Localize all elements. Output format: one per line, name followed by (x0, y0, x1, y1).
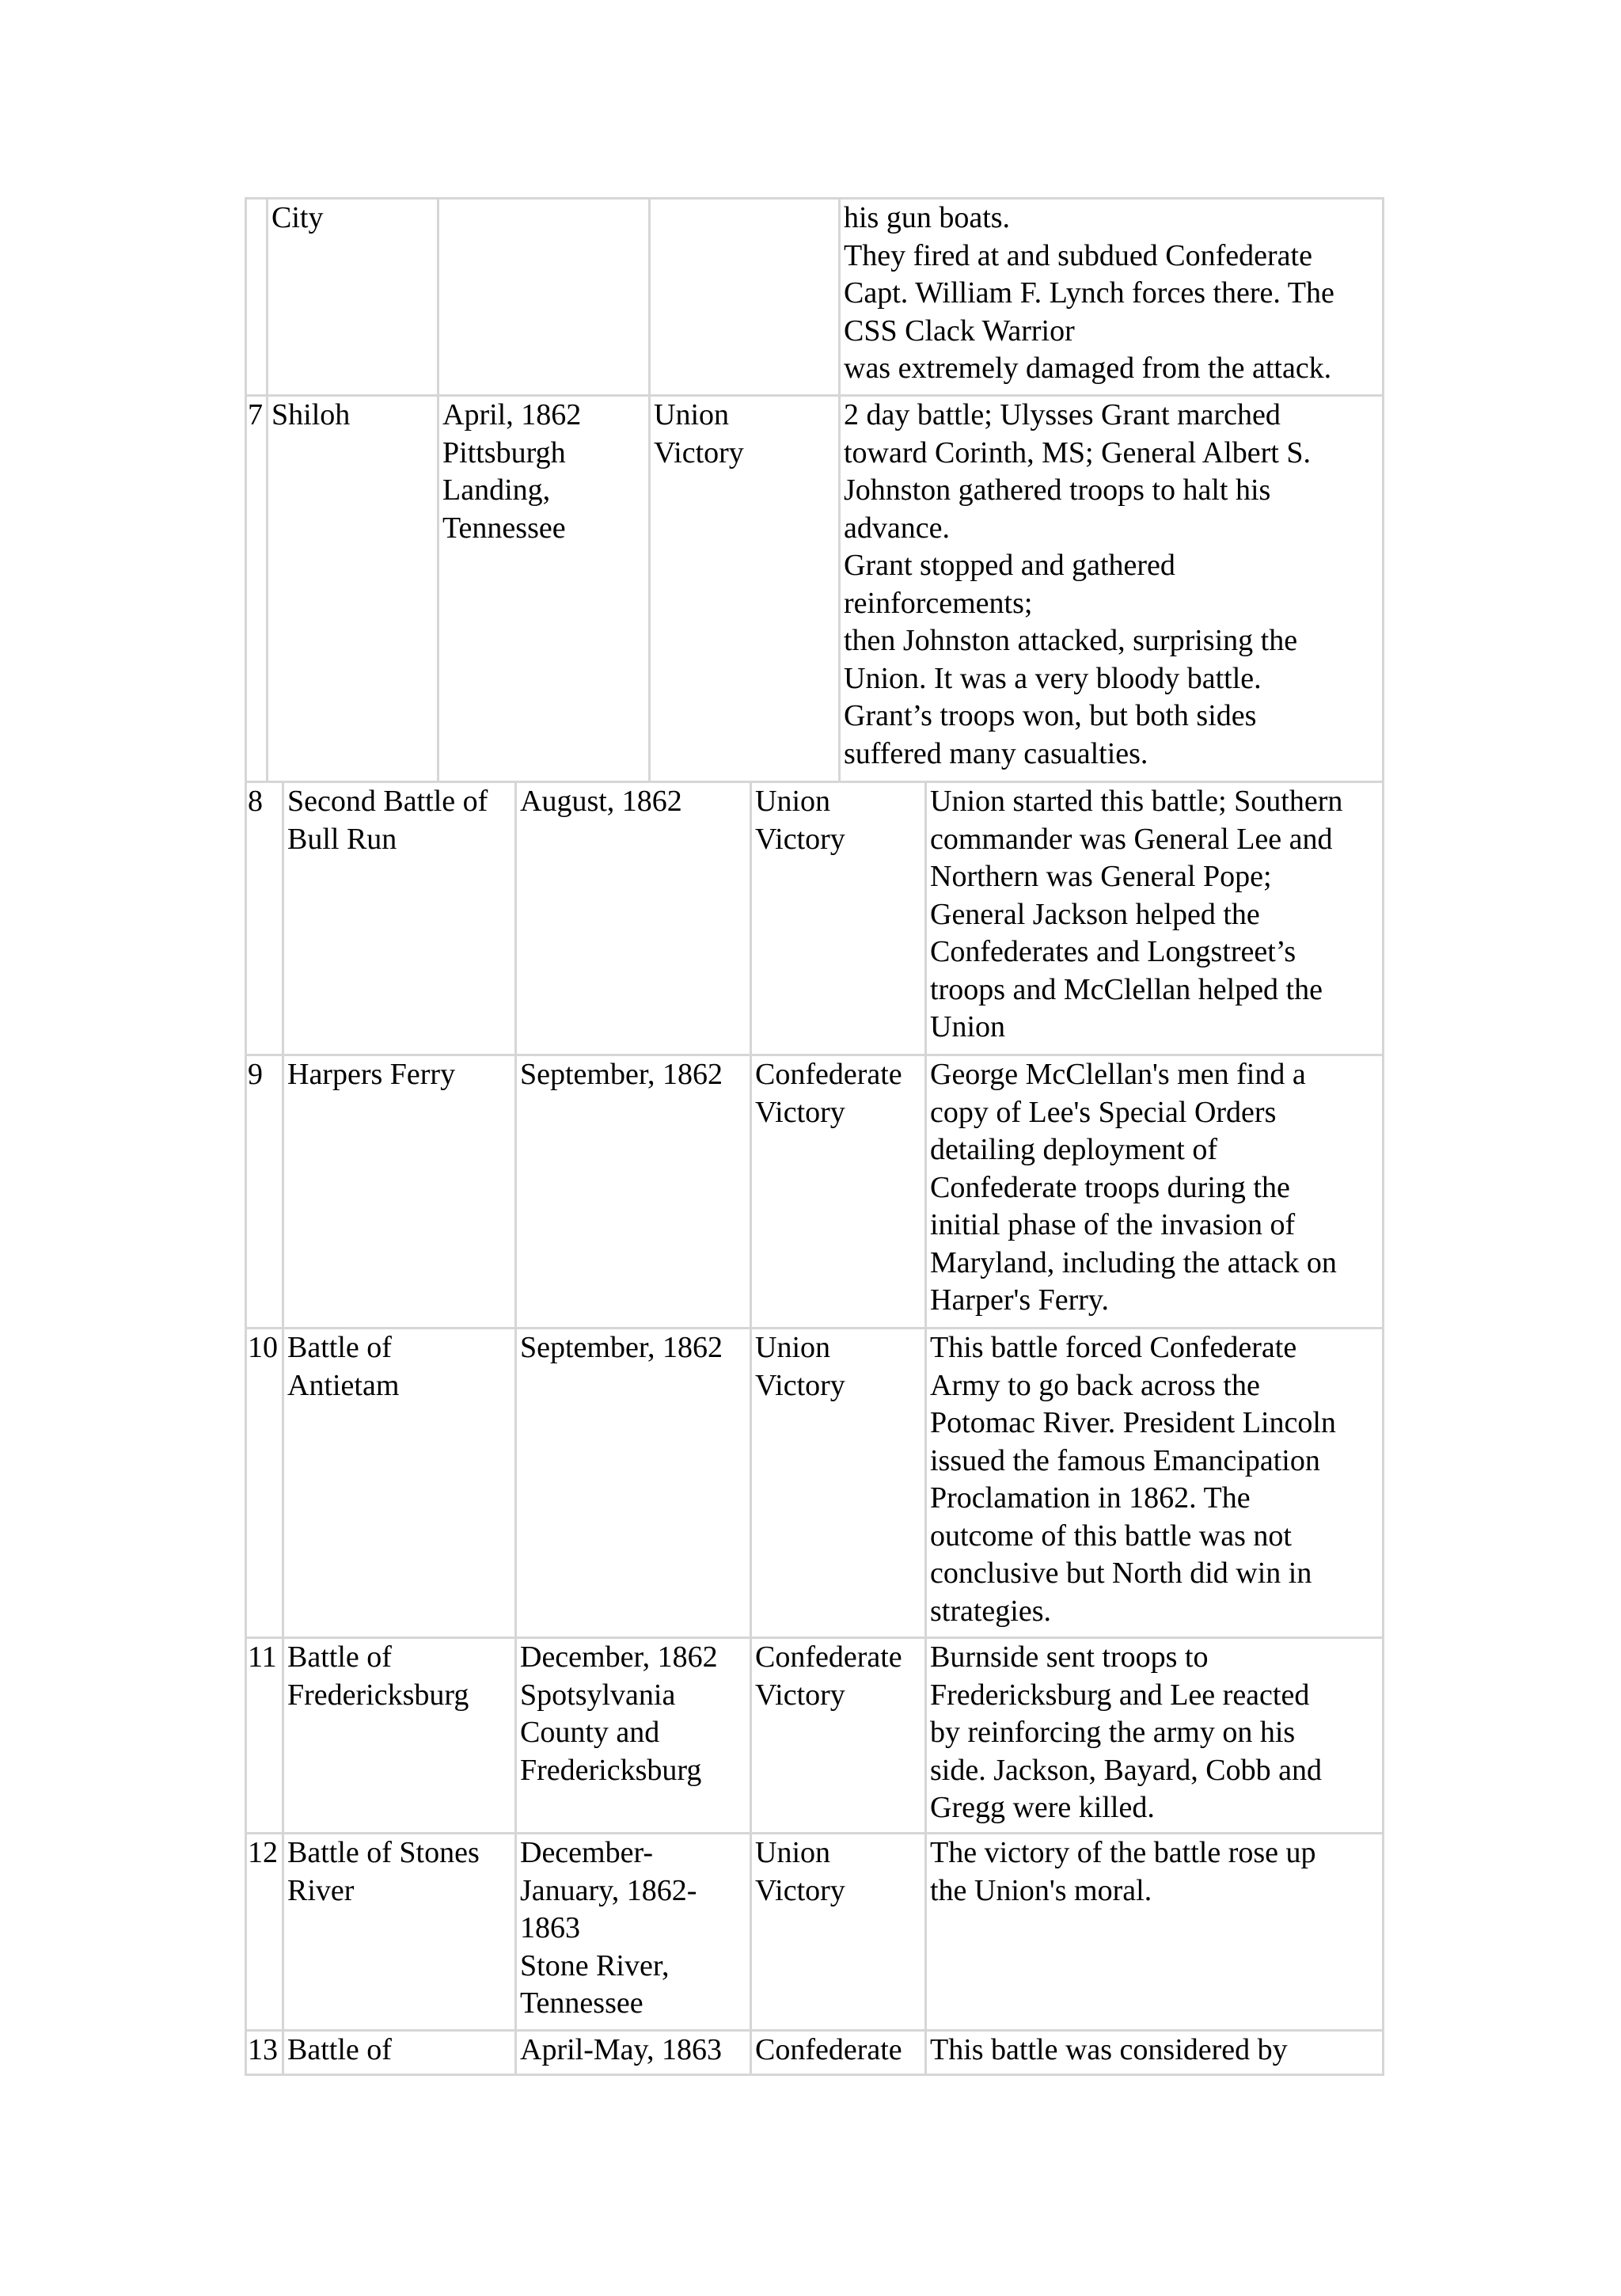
battles-table (245, 781, 1384, 2076)
battle-result: Union Victory (751, 1329, 926, 1638)
battle-notes: This battle was considered by (926, 2031, 1384, 2075)
battle-date-location (438, 199, 650, 396)
table-row (246, 396, 1384, 782)
battle-notes: Union started this battle; Southern commander was General Lee and Northern was General Pope; General Jackson helped the Confederates and Longstreet’s troops and McClellan helped the Union (926, 782, 1384, 1055)
table-row (246, 1834, 1384, 2031)
battle-name: Harpers Ferry (283, 1055, 516, 1329)
battle-date-location: August, 1862 (516, 782, 751, 1055)
battle-result (650, 199, 840, 396)
table-row (246, 199, 1384, 396)
battle-name: Battle of Fredericksburg (283, 1638, 516, 1834)
battle-result: Confederate Victory (751, 1055, 926, 1329)
battle-name: Battle of Stones River (283, 1834, 516, 2031)
row-number: 13 (246, 2031, 283, 2075)
table-row (246, 1329, 1384, 1638)
table-row (246, 1638, 1384, 1834)
row-number: 8 (246, 782, 283, 1055)
battle-date-location: September, 1862 (516, 1329, 751, 1638)
row-number: 12 (246, 1834, 283, 2031)
battle-notes: George McClellan's men find a copy of Lee's Special Orders detailing deployment of Confederate troops during the initial phase of the invasion of Maryland, including the attack on Harper's Ferry. (926, 1055, 1384, 1329)
row-number: 7 (246, 396, 268, 782)
battle-date-location: April, 1862 Pittsburgh Landing, Tennessee (438, 396, 650, 782)
battle-notes: Burnside sent troops to Fredericksburg and Lee reacted by reinforcing the army on his side. Jackson, Bayard, Cobb and Gregg were killed. (926, 1638, 1384, 1834)
row-number: 10 (246, 1329, 283, 1638)
row-number: 9 (246, 1055, 283, 1329)
battle-result: Union Victory (751, 1834, 926, 2031)
row-number (246, 199, 268, 396)
table-row (246, 2031, 1384, 2075)
battle-name: Second Battle of Bull Run (283, 782, 516, 1055)
battle-name: Battle of Antietam (283, 1329, 516, 1638)
battle-name: City (268, 199, 438, 396)
battle-notes: his gun boats. They fired at and subdued Confederate Capt. William F. Lynch forces there. The CSS Clack Warrior was extremely damaged from the attack. (840, 199, 1384, 396)
battle-result: Union Victory (751, 782, 926, 1055)
battle-notes: This battle forced Confederate Army to go back across the Potomac River. President Lincoln issued the famous Emancipation Proclamation in 1862. The outcome of this battle was not conclusive but North did win in strategies. (926, 1329, 1384, 1638)
battle-result: Confederate Victory (751, 1638, 926, 1834)
battle-date-location: December- January, 1862- 1863 Stone River, Tennessee (516, 1834, 751, 2031)
battle-date-location: September, 1862 (516, 1055, 751, 1329)
battle-date-location: December, 1862 Spotsylvania County and Fredericksburg (516, 1638, 751, 1834)
row-number: 11 (246, 1638, 283, 1834)
battle-date-location: April-May, 1863 (516, 2031, 751, 2075)
battle-name: Battle of (283, 2031, 516, 2075)
battles-table-continued (245, 197, 1384, 783)
battle-name: Shiloh (268, 396, 438, 782)
table-row (246, 782, 1384, 1055)
battle-result: Union Victory (650, 396, 840, 782)
battle-notes: 2 day battle; Ulysses Grant marched toward Corinth, MS; General Albert S. Johnston gathered troops to halt his advance. Grant stopped and gathered reinforcements; then Johnston attacked, surprising the Union. It was a very bloody battle. Grant’s troops won, but both sides suffered many casualties. (840, 396, 1384, 782)
battle-result: Confederate (751, 2031, 926, 2075)
table-row (246, 1055, 1384, 1329)
battle-notes: The victory of the battle rose up the Union's moral. (926, 1834, 1384, 2031)
